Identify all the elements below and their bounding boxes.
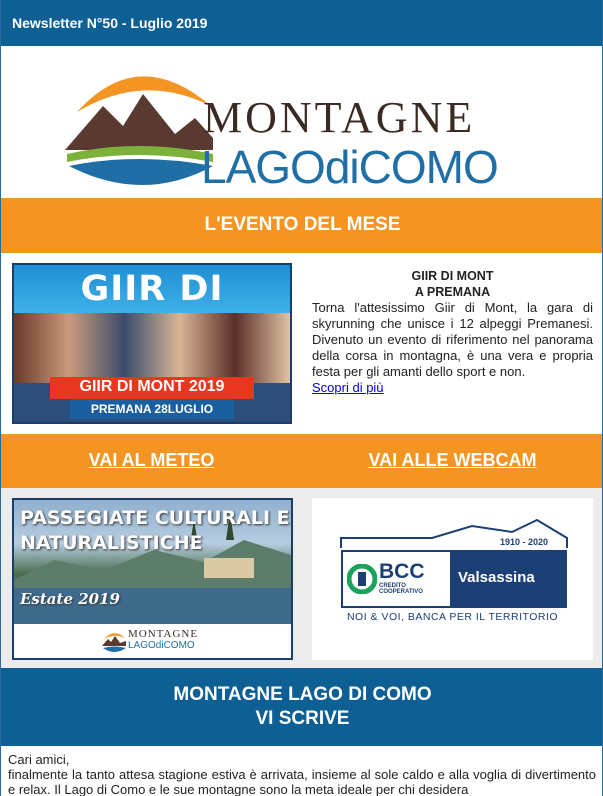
bcc-logo-left [343,552,450,606]
bcc-emblem-icon [347,564,377,594]
writes-title-line1: MONTAGNE LAGO DI COMO [173,684,432,705]
letter-text [8,752,596,796]
event-image[interactable] [12,263,292,424]
culture-walks-season: Estate 2019 [20,590,120,608]
mountain-logo-icon [63,54,213,194]
writes-section-band [1,668,603,746]
culture-walks-title [20,506,290,556]
bcc-branch: Valsassina [450,552,565,606]
newsletter-header [1,0,603,46]
culture-walks-title-line2: NATURALISTICHE [20,532,203,554]
newsletter-title: Newsletter N°50 - Luglio 2019 [12,15,208,31]
culture-card-logo-line2: LAGOdiCOMO [128,640,195,651]
small-mountain-logo-icon [102,630,126,654]
bcc-subtitle: CREDITO COOPERATIVO [379,583,423,595]
logo-word-montagne: MONTAGNE [203,93,476,142]
event-read-more-link[interactable]: Scopri di più [312,380,384,395]
bcc-bank-card[interactable] [312,498,593,660]
event-image-banner: GIIR DI MONT 2019 [50,377,254,399]
culture-card-logo [102,628,212,656]
bcc-logo-box [341,550,567,608]
event-image-subbanner: PREMANA 28LUGLIO [70,399,234,419]
bcc-name: BCC [379,560,425,583]
mountain-outline-icon [312,498,593,558]
writes-title-line2: VI SCRIVE [255,708,350,729]
quick-links-band [1,434,603,488]
brand-logo[interactable] [63,54,543,194]
letter-body: finalmente la tanto attesa stagione estiva è arrivata, insieme al sole caldo e alla voglia di divertimento e relax. Il Lago di Como e le sue montagne sono la meta ideale per chi desidera [8,767,596,796]
event-image-crowd [14,313,290,383]
event-heading-line2: A PREMANA [414,285,491,299]
bcc-slogan: NOI & VOI, BANCA PER IL TERRITORIO [346,611,559,623]
webcam-link[interactable]: VAI ALLE WEBCAM [368,450,537,470]
event-description [312,268,593,396]
letter-greeting: Cari amici, [8,752,70,767]
bcc-years: 1910 - 2020 [500,537,549,547]
event-image-title: GIIR DI [14,265,290,313]
event-of-month-title: L'EVENTO DEL MESE [204,214,401,235]
culture-card-logo-line1: MONTAGNE [128,628,199,640]
event-heading-line1: GIIR DI MONT [411,269,494,283]
event-of-month-band [1,198,603,253]
logo-word-lagodicomo: LAGOdiCOMO [201,141,498,193]
culture-walks-card[interactable] [12,498,293,660]
event-body-text: Torna l'attesissimo Giir di Mont, la gara di skyrunning che unisce i 12 alpeggi Premanesi. Divenuto un evento di riferimento nel panorama della corsa in montagna, è una vera e propria festa per gli amanti dello sport e non. [312,300,593,379]
culture-walks-title-line1: PASSEGIATE CULTURALI E [20,507,290,529]
lake-photo [14,500,291,624]
meteo-link[interactable]: VAI AL METEO [88,450,215,470]
